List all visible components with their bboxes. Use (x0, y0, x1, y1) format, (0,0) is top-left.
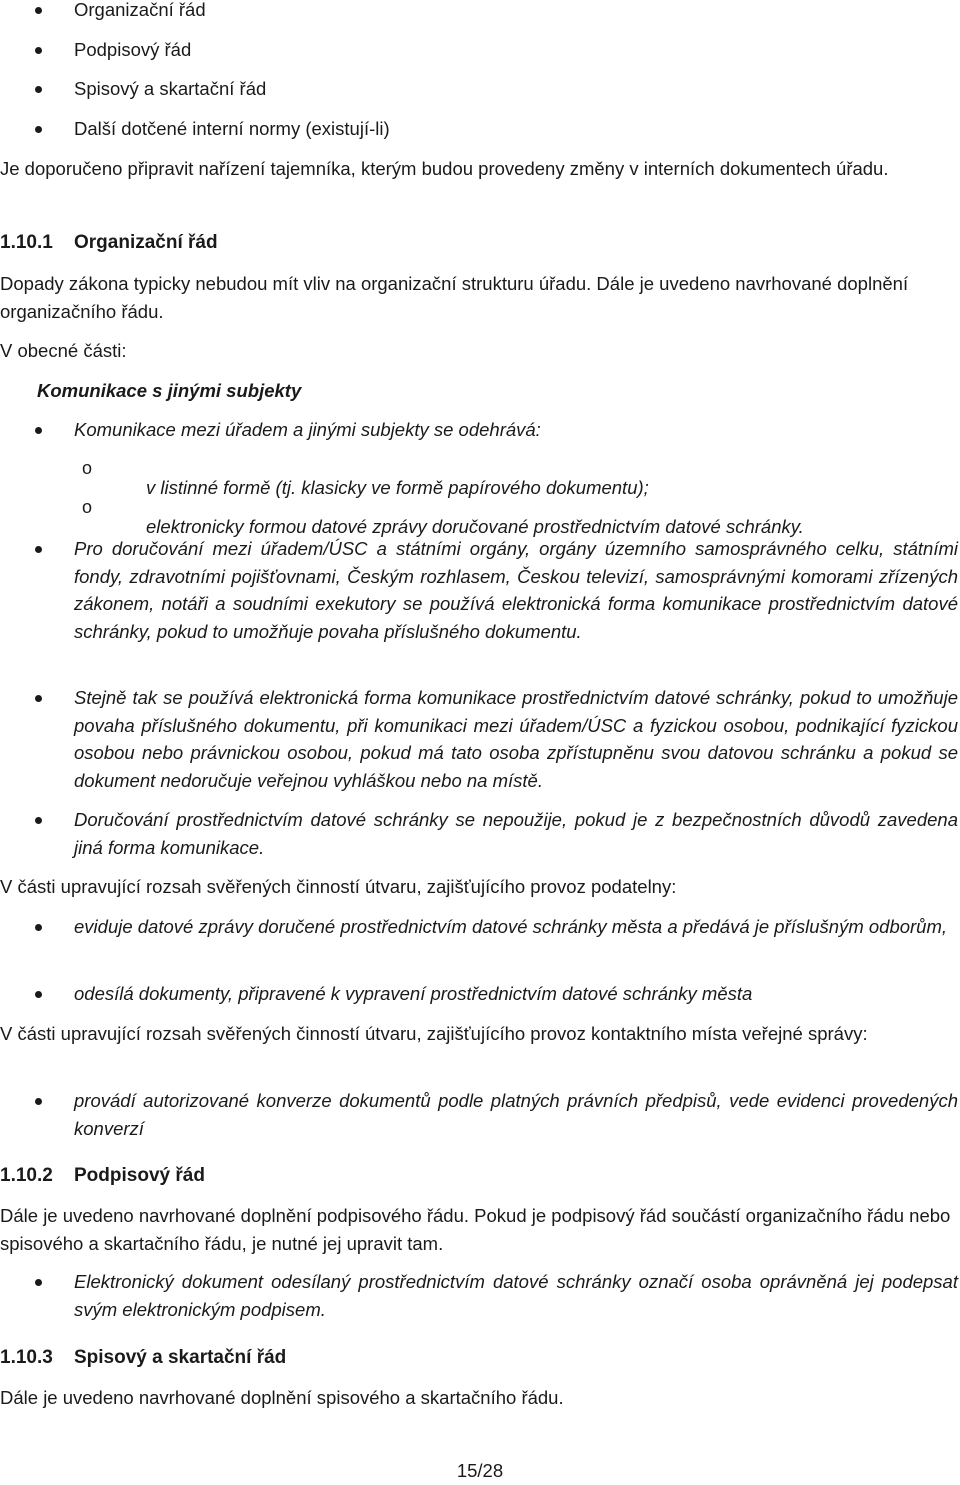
list-item: Elektronický dokument odesílaný prostřednictvím datové schránky označí osoba oprávněná jej podepsat svým elektronickým podpisem. (74, 1271, 958, 1320)
bullet-dot (35, 1098, 42, 1105)
section-heading (0, 1165, 205, 1187)
section-number: 1.10.3 (0, 1347, 53, 1368)
bullet-dot (35, 991, 42, 998)
bullet-dot (35, 86, 42, 93)
list-item: Další dotčené interní normy (existují-li) (74, 118, 390, 139)
sub-list-item: elektronicky formou datové zprávy doručované prostřednictvím datové schránky. (146, 515, 804, 537)
paragraph: V obecné části: (0, 340, 127, 361)
paragraph: V části upravující rozsah svěřených činností útvaru, zajišťujícího provoz kontaktního místa veřejné správy: (0, 1023, 868, 1044)
page-number: 15/28 (456, 1460, 504, 1481)
section-number: 1.10.2 (0, 1165, 53, 1186)
paragraph: V části upravující rozsah svěřených činností útvaru, zajišťujícího provoz podatelny: (0, 876, 677, 897)
paragraph: Dopady zákona typicky nebudou mít vliv na organizační strukturu úřadu. Dále je uvedeno navrhované doplnění organizačního řádu. (0, 273, 909, 322)
intro-paragraph: Je doporučeno připravit nařízení tajemníka, kterým budou provedeny změny v interních dokumentech úřadu. (0, 158, 889, 179)
list-item: Doručování prostřednictvím datové schránky se nepoužije, pokud je z bezpečnostních důvodů zavedena jiná forma komunikace. (74, 809, 958, 858)
bullet-dot (35, 695, 42, 702)
subheading: Komunikace s jinými subjekty (37, 380, 302, 401)
bullet-dot (35, 1279, 42, 1286)
list-item: eviduje datové zprávy doručené prostřednictvím datové schránky města a předává je příslušným odborům, (74, 916, 948, 937)
list-item: Stejně tak se používá elektronická forma komunikace prostřednictvím datové schránky, pokud to umožňuje povaha příslušného dokumentu, při komunikaci mezi úřadem/ÚSC a fyzickou osobou, podnikající fyzickou osobou nebo právnickou osobou, pokud má tato osoba zpřístupněnu svou datovou schránku a pokud se dokument nedoručuje veřejnou vyhláškou nebo na místě. (74, 687, 958, 791)
sub-list-item: v listinné formě (tj. klasicky ve formě papírového dokumentu); (146, 476, 649, 498)
circle-bullet: o (82, 458, 93, 478)
paragraph: Dále je uvedeno navrhované doplnění podpisového řádu. Pokud je podpisový řád součástí organizačního řádu nebo spisového a skartačního řádu, je nutné jej upravit tam. (0, 1205, 951, 1254)
circle-bullet: o (82, 497, 93, 517)
list-item: Spisový a skartační řád (74, 78, 267, 99)
section-title: Podpisový řád (74, 1165, 205, 1186)
section-title: Spisový a skartační řád (74, 1347, 287, 1368)
list-item: odesílá dokumenty, připravené k vypravení prostřednictvím datové schránky města (74, 983, 753, 1004)
bullet-dot (35, 47, 42, 54)
list-item: Komunikace mezi úřadem a jinými subjekty se odehrává: (74, 419, 541, 440)
bullet-dot (35, 817, 42, 824)
list-item: provádí autorizované konverze dokumentů podle platných právních předpisů, vede evidenci provedených konverzí (74, 1090, 958, 1139)
section-heading (0, 1347, 286, 1369)
list-item: Pro doručování mezi úřadem/ÚSC a státními orgány, orgány územního samosprávného celku, státními fondy, zdravotními pojišťovnami, Českým rozhlasem, Českou televizí, samosprávnými komorami zřízených zákonem, notáři a soudními exekutory se používá elektronická forma komunikace prostřednictvím datové schránky, pokud to umožňuje povaha příslušného dokumentu. (74, 538, 958, 642)
section-heading (0, 232, 218, 254)
section-number: 1.10.1 (0, 232, 53, 253)
bullet-dot (35, 427, 42, 434)
paragraph: Dále je uvedeno navrhované doplnění spisového a skartačního řádu. (0, 1387, 564, 1408)
bullet-dot (35, 924, 42, 931)
list-item: Podpisový řád (74, 39, 192, 60)
list-item: Organizační řád (74, 0, 206, 20)
section-title: Organizační řád (74, 232, 218, 253)
bullet-dot (35, 126, 42, 133)
bullet-dot (35, 7, 42, 14)
bullet-dot (35, 546, 42, 553)
